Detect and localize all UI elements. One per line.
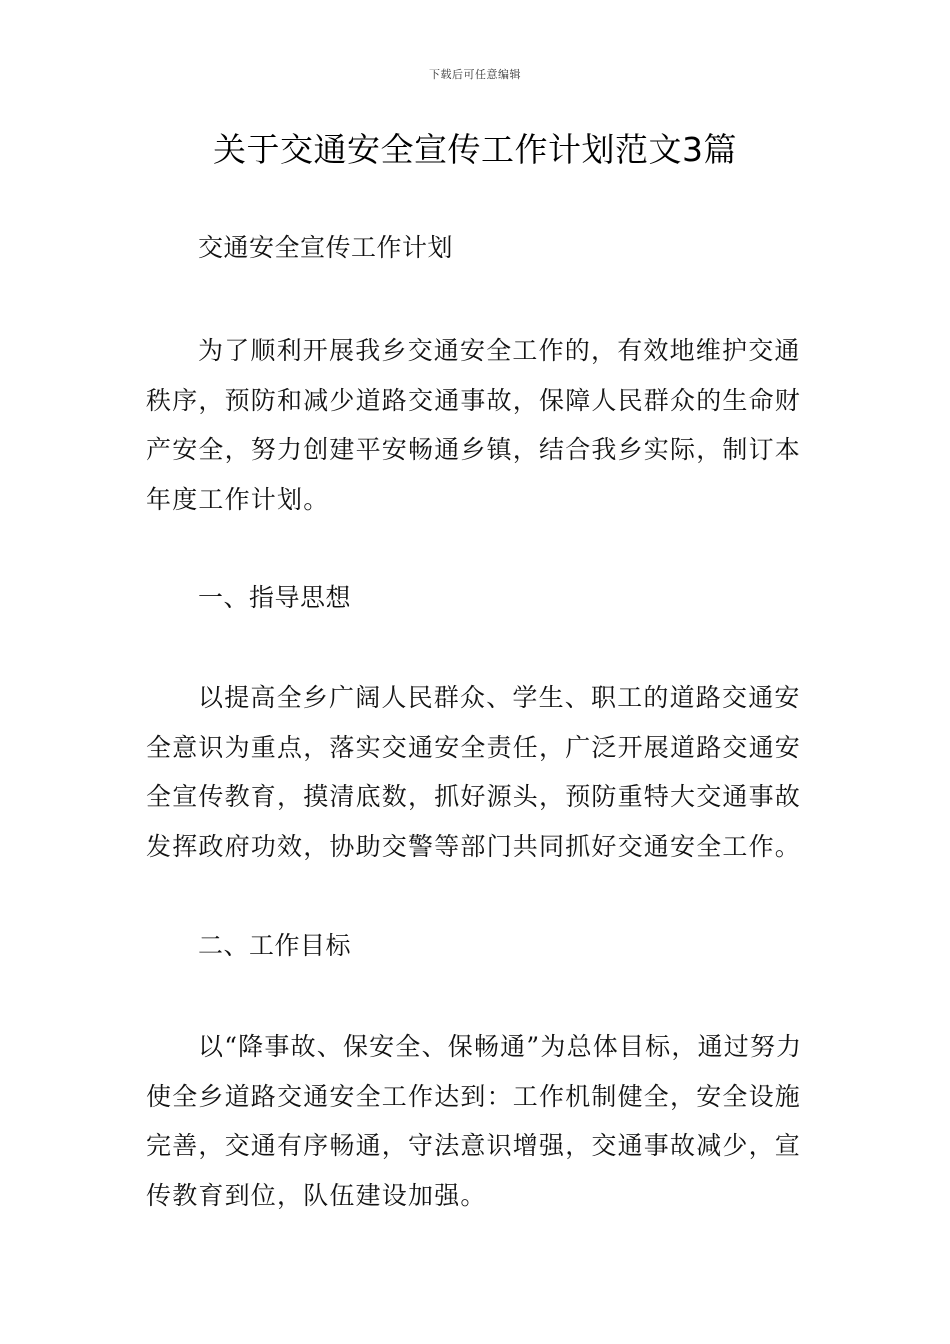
- section-heading-guiding: 一、指导思想: [198, 583, 352, 612]
- document-title: 关于交通安全宣传工作计划范文3篇: [213, 130, 737, 169]
- guiding-paragraph: 以提高全乡广阔人民群众、学生、职工的道路交通安全意识为重点，落实交通安全责任，广泛开展道路交通安全宣传教育，摸清底数，抓好源头，预防重特大交通事故发挥政府功效，协助交警等部门共同抓好交通安全工作。: [146, 683, 802, 861]
- header-note: 下载后可任意编辑: [429, 68, 521, 81]
- goals-paragraph: 以“降事故、保安全、保畅通”为总体目标，通过努力使全乡道路交通安全工作达到：工作机制健全，安全设施完善，交通有序畅通，守法意识增强，交通事故减少，宣传教育到位，队伍建设加强。: [146, 1032, 803, 1210]
- intro-paragraph: 为了顺利开展我乡交通安全工作的，有效地维护交通秩序，预防和减少道路交通事故，保障人民群众的生命财产安全，努力创建平安畅通乡镇，结合我乡实际，制订本年度工作计划。: [146, 336, 802, 514]
- subtitle: 交通安全宣传工作计划: [198, 233, 454, 262]
- section-heading-goals: 二、工作目标: [198, 931, 352, 960]
